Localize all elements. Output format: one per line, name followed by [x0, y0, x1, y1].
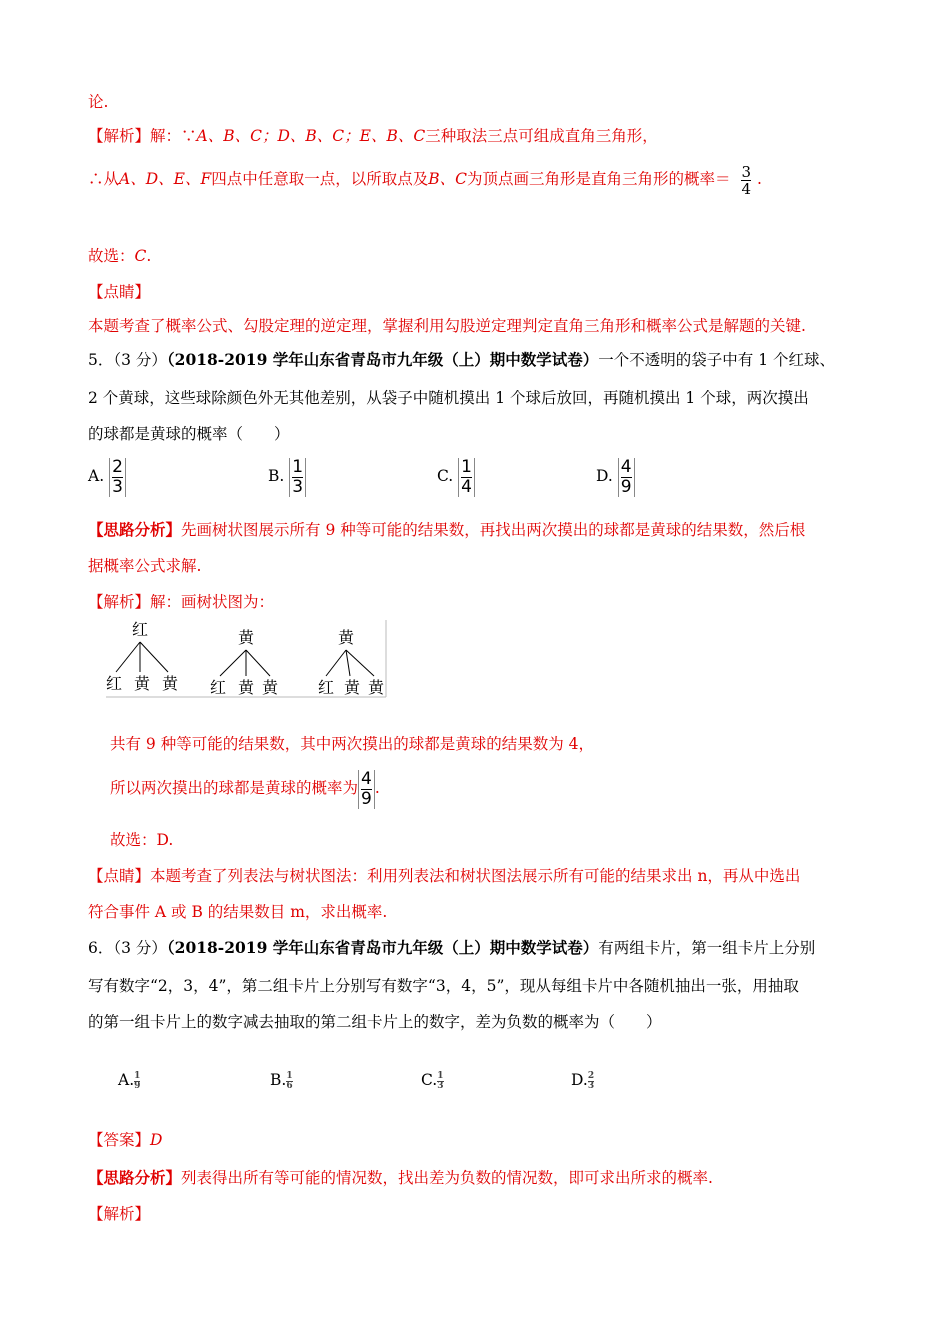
text: ∴从 [88, 170, 120, 188]
text: A、D、E、F [119, 170, 212, 188]
tree-root-yellow-1: 黄 [238, 628, 255, 647]
fraction: $\frac{2}{3}$ [109, 458, 126, 497]
solution-line-2 [88, 162, 762, 197]
tree-root-yellow-2: 黄 [338, 628, 355, 647]
text: B、C [428, 170, 467, 188]
text: A、B、C；D、B、C；E、B、C [196, 127, 426, 145]
fraction: $\frac{1}{4}$ [458, 458, 475, 497]
tree-leaf-yellow: 黄 [238, 678, 255, 697]
q5-solution-line: 【解析】解：画树状图为： [88, 593, 275, 611]
tree-leaf-yellow: 黄 [344, 678, 361, 697]
q6-analysis-line: 【思路分析】列表得出所有等可能的情况数，找出差为负数的情况数，即可求出所求的概率. [88, 1168, 713, 1187]
q6-option-a: $A.\frac{1}{9}$ [118, 1070, 141, 1091]
question-6-line-3: 的第一组卡片上的数字减去抽取的第二组卡片上的数字，差为负数的概率为（ ） [88, 1013, 662, 1031]
text: 四点中任意取一点，以所取点及 [211, 170, 429, 188]
text: 三种取法三点可组成直角三角形， [425, 127, 658, 145]
question-5-line-2: 2 个黄球，这些球除颜色外无其他差别，从袋子中随机摸出 1 个球后放回，再随机摸出 1 个球，两次摸出 [88, 389, 809, 407]
text: . [757, 170, 762, 188]
q5-analysis-line-2: 据概率公式求解. [88, 557, 202, 575]
q5-note-line-1: 【点睛】本题考查了列表法与树状图法：利用列表法和树状图法展示所有可能的结果求出 n，再从中选出 [88, 867, 801, 885]
q6-answer-line: 【答案】D [88, 1131, 163, 1149]
solution-line-1 [88, 126, 658, 146]
question-6-line-2: 写有数字“2，3，4”，第二组卡片上分别写有数字“3，4，5”，现从每组卡片中各随机抽出一张，用抽取 [88, 977, 799, 995]
q6-option-d: $D.\frac{2}{3}$ [571, 1070, 595, 1091]
q5-option-a: A. $\frac{2}{3}$ [88, 456, 126, 497]
q5-analysis-line-1: 【思路分析】先画树状图展示所有 9 种等可能的结果数，再找出两次摸出的球都是黄球的结果数，然后根 [88, 520, 806, 539]
q6-option-c: $C.\frac{1}{3}$ [421, 1070, 444, 1091]
fraction: $\frac{1}{3}$ [437, 1070, 444, 1091]
text: 为顶点画三角形是直角三角形的概率＝ [467, 170, 731, 188]
q6-option-b: $B.\frac{1}{6}$ [270, 1070, 293, 1091]
section-tag-comment: 【点睛】 [88, 283, 151, 301]
fraction: $\frac{1}{3}$ [289, 458, 306, 497]
question-5-line-3: 的球都是黄球的概率（ ） [88, 425, 290, 443]
answer-choice-line: 故选：C. [88, 247, 152, 265]
fraction: $\frac{1}{9}$ [134, 1070, 141, 1091]
tree-leaf-yellow: 黄 [162, 674, 179, 693]
question-5-line-1: 5．（3 分）（2018-2019 学年山东省青岛市九年级（上）期中数学试卷）一个不透明的袋子中有 1 个红球、 [88, 350, 835, 369]
tree-leaf-yellow: 黄 [262, 678, 279, 697]
fraction: $\frac{1}{6}$ [286, 1070, 293, 1091]
fraction-three-quarters: $\frac{3}{4}$ [741, 162, 751, 198]
fraction: $\frac{4}{9}$ [618, 458, 635, 497]
q5-result-line-3: 故选：D. [110, 831, 174, 849]
tree-diagram [106, 620, 388, 700]
q5-result-line-1: 共有 9 种等可能的结果数，其中两次摸出的球都是黄球的结果数为 4， [110, 735, 595, 753]
tree-leaf-yellow: 黄 [368, 678, 385, 697]
q5-option-b: B. $\frac{1}{3}$ [268, 456, 306, 497]
fraction: $\frac{4}{9}$ [358, 770, 375, 809]
comment-text: 本题考查了概率公式、勾股定理的逆定理，掌握利用勾股逆定理判定直角三角形和概率公式是解题的关键. [88, 317, 806, 335]
q5-note-line-2: 符合事件 A 或 B 的结果数目 m，求出概率. [88, 903, 388, 921]
question-6-line-1: 6．（3 分）（2018-2019 学年山东省青岛市九年级（上）期中数学试卷）有两组卡片，第一组卡片上分别 [88, 938, 816, 957]
text: 解：∵ [150, 127, 197, 145]
text-continuation: 论. [88, 93, 109, 111]
tree-leaf-red: 红 [210, 678, 227, 697]
q6-solution-tag: 【解析】 [88, 1205, 151, 1223]
q5-option-c: C. $\frac{1}{4}$ [437, 456, 475, 497]
fraction: $\frac{2}{3}$ [587, 1070, 595, 1091]
tree-leaf-yellow: 黄 [134, 674, 151, 693]
section-tag-solution: 【解析】 [88, 127, 151, 145]
tree-leaf-red: 红 [318, 678, 335, 697]
q5-option-d: D. $\frac{4}{9}$ [596, 456, 635, 497]
tree-root-red: 红 [132, 620, 149, 639]
q5-result-line-2: 所以两次摸出的球都是黄球的概率为$\frac{4}{9}$ . [110, 768, 380, 809]
tree-leaf-red: 红 [106, 674, 123, 693]
